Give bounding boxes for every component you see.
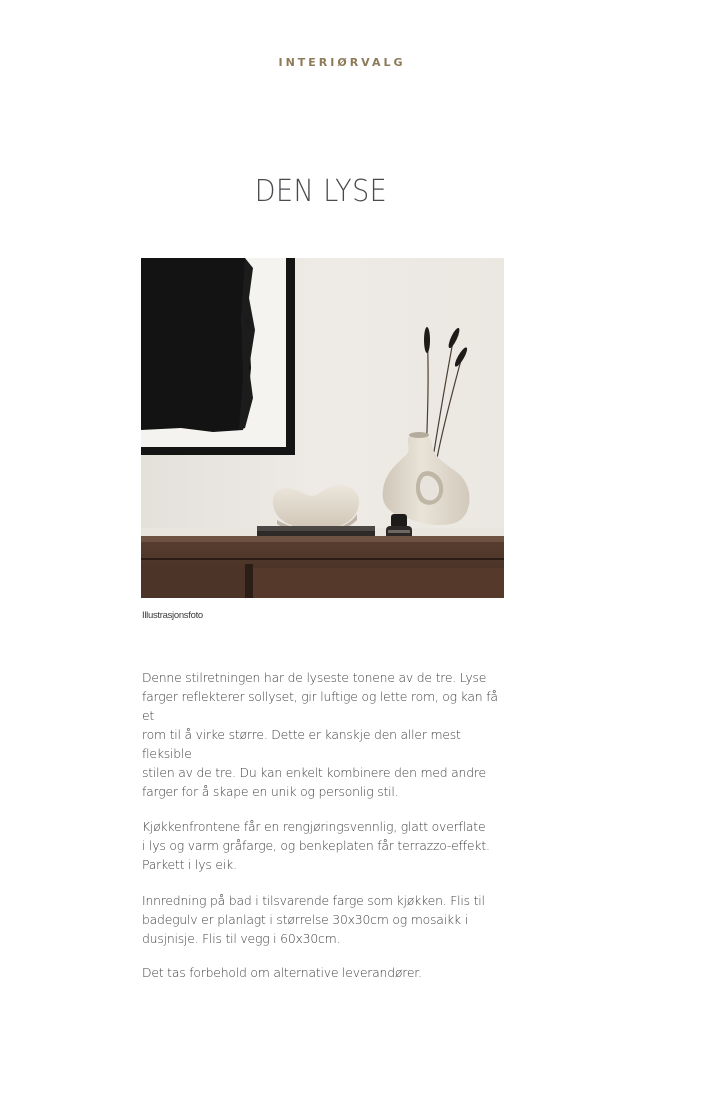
section-kicker: INTERIØRVALG [278, 56, 406, 69]
paragraph-bathroom: Innredning på bad i tilsvarende farge som kjøkken. Flis til badegulv er planlagt i størrelse 30x30cm og mosaikk i dusjnisje. Flis til vegg i 60x30cm. [142, 893, 485, 946]
paragraph-kitchen: Kjøkkenfrontene får en rengjøringsvennlig, glatt overflate i lys og varm gråfarge, og benkeplaten får terrazzo-effekt. Parkett i lys eik. [142, 819, 490, 872]
paragraph-disclaimer: Det tas forbehold om alternative leverandører. [142, 965, 422, 980]
body-text [142, 668, 512, 999]
photo-caption: Illustrasjonsfoto [142, 610, 203, 621]
framed-art [141, 258, 295, 455]
paragraph-style-description: Denne stilretningen har de lyseste tonene av de tre. Lyse farger reflekterer sollyset, gir luftige og lette rom, og kan få et rom til å virke større. Dette er kanskje den aller mest fleksible stilen av de tre. Du kan enkelt kombinere den med andre farger for å skape en unik og personlig stil. [142, 670, 498, 799]
page-title: DEN LYSE [254, 174, 388, 209]
illustration-photo [141, 258, 504, 598]
